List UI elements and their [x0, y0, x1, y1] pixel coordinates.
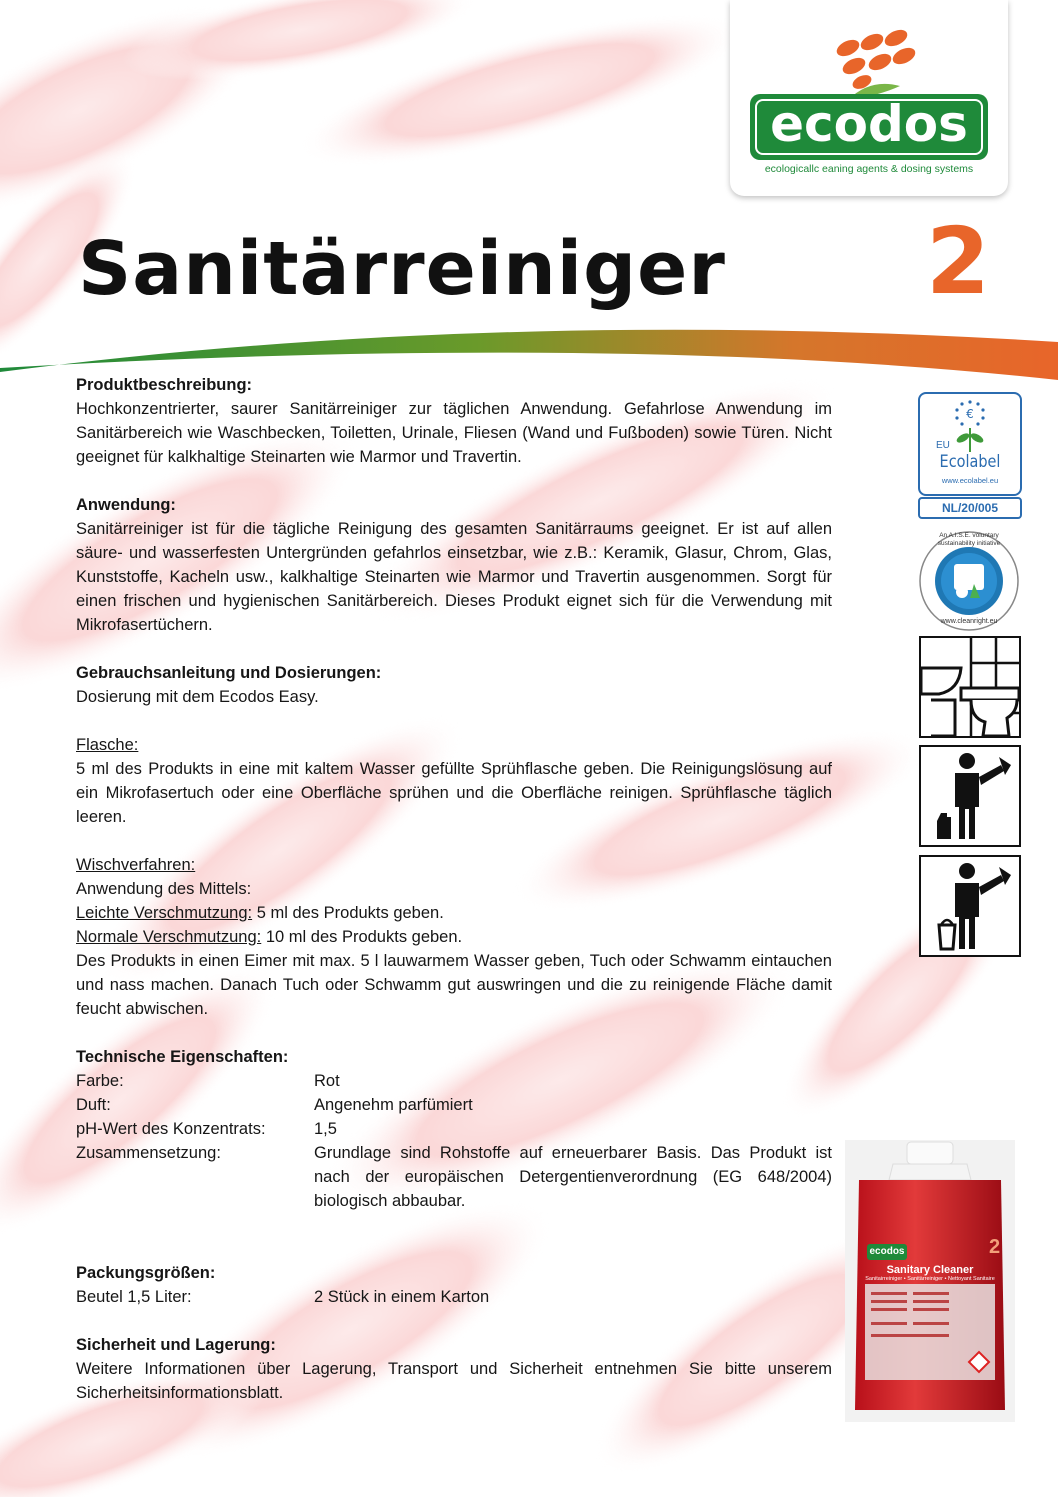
dosing-heading: Gebrauchsanleitung und Dosierungen: [76, 664, 382, 682]
technical-heading: Technische Eigenschaften: [76, 1048, 289, 1066]
packaging-value: 2 Stück in einem Karton [314, 1288, 490, 1306]
light-soiling [76, 901, 832, 925]
tech-row-ph [76, 1117, 832, 1141]
eu-flower-icon [920, 394, 1020, 456]
light-soiling-label: Leichte Verschmutzung: [76, 904, 253, 922]
tech-value: Grundlage sind Rohstoffe auf erneuerbarer Basis. Das Produkt ist nach der europäischen Detergentienverordnung (EG 648/2004) biologisch abbaubar. [314, 1144, 832, 1210]
safety-text: Weitere Informationen über Lagerung, Transport und Sicherheit entnehmen Sie bitte unserem Sicherheitsinformationsblatt. [76, 1360, 832, 1402]
dosing-text: Dosierung mit dem Ecodos Easy. [76, 688, 319, 706]
tech-row-scent [76, 1093, 832, 1117]
product-image [845, 1140, 1015, 1422]
page-title: Sanitärreiniger [78, 226, 726, 312]
bottle-text: 5 ml des Produkts in eine mit kaltem Wasser gefüllte Sprühflasche geben. Die Reinigungslösung auf ein Mikrofasertuch oder eine Oberfläche sprühen und die Oberfläche reinigen. Sprühflasche täglich leeren. [76, 760, 832, 826]
usage-heading: Anwendung: [76, 496, 176, 514]
ecolabel-url: www.ecolabel.eu [941, 476, 999, 485]
wiping-intro: Anwendung des Mittels: [76, 880, 252, 898]
ecodos-logo [730, 0, 1008, 196]
svg-text:€: € [966, 407, 974, 421]
light-soiling-value: 5 ml des Produkts geben. [252, 904, 444, 922]
product-number: 2 [926, 208, 991, 315]
tech-row-composition [76, 1141, 832, 1213]
tech-key: Zusammensetzung: [76, 1144, 221, 1162]
product-subtitle: Sanitairreiniger • Sanitärreiniger • Nettoyant Sanitaire [865, 1276, 995, 1282]
brand-tagline: ecologicallc eaning agents & dosing systems [764, 163, 974, 175]
tech-value: Angenehm parfümiert [314, 1096, 473, 1114]
normal-soiling-value: 10 ml des Produkts geben. [261, 928, 463, 946]
bathroom-icon [919, 636, 1021, 738]
packaging-row [76, 1285, 832, 1309]
normal-soiling [76, 925, 832, 949]
brand-name: ecodos [770, 95, 968, 153]
wiping-text: Des Produkts in einen Eimer mit max. 5 l lauwarmem Wasser geben, Tuch oder Schwamm eintauchen und nass machen. Danach Tuch oder Schwamm gut auswringen und die zu reinigende Fläche damit feucht abwischen. [76, 952, 832, 1018]
aise-url: www.cleanright.eu [940, 618, 998, 625]
normal-soiling-label: Normale Verschmutzung: [76, 928, 262, 946]
packaging-key: Beutel 1,5 Liter: [76, 1288, 192, 1306]
product-name: Sanitary Cleaner [886, 1264, 974, 1276]
packaging-heading: Packungsgrößen: [76, 1264, 216, 1282]
wiping-heading: Wischverfahren: [76, 856, 196, 874]
ecolabel-eu: EU [936, 440, 950, 451]
product-sheet [76, 373, 832, 1405]
spray-bottle-person-icon [919, 745, 1021, 847]
aise-text: An A.I.S.E. voluntary sustainability initiative [937, 532, 1001, 547]
usage-text: Sanitärreiniger ist für die tägliche Reinigung des gesamten Sanitärraums geeignet. Er ist auf allen säure- und wasserfesten Untergründen gefahrlos einsetzbar, wie z.B.: Keramik, Glasur, Chrom, Glas, Kunststoffe, Kacheln usw., kalkhaltige Steinarten wie Marmor und Travertin ausgenommen. Sorgt für einen frischen und hygienischen Sanitärbereich. Dieses Produkt eignet sich für die Verwendung mit Mikrofasertüchern. [76, 520, 832, 634]
bottle-heading: Flasche: [76, 736, 139, 754]
description-text: Hochkonzentrierter, saurer Sanitärreiniger zur täglichen Anwendung. Gefahrlose Anwendung im Sanitärbereich wie Waschbecken, Toiletten, Urinale, Fliesen (Wand und Fußboden) sowie Türen. Nicht geeignet für kalkhaltige Steinarten wie Marmor und Travertin. [76, 400, 832, 466]
tech-key: Duft: [76, 1096, 111, 1114]
ecolabel-code: NL/20/005 [918, 497, 1022, 519]
tech-value: Rot [314, 1072, 340, 1090]
eu-ecolabel [918, 392, 1022, 496]
tech-key: Farbe: [76, 1072, 124, 1090]
bucket-person-icon [919, 855, 1021, 957]
tech-row-color [76, 1069, 832, 1093]
product-brand: ecodos [867, 1244, 907, 1260]
product-pouch-number: 2 [989, 1236, 1001, 1258]
description-heading: Produktbeschreibung: [76, 376, 253, 394]
tech-value: 1,5 [314, 1120, 337, 1138]
safety-heading: Sicherheit und Lagerung: [76, 1336, 276, 1354]
tech-key: pH-Wert des Konzentrats: [76, 1120, 266, 1138]
aise-badge [918, 530, 1020, 632]
ecolabel-name: Ecolabel [939, 452, 1001, 472]
